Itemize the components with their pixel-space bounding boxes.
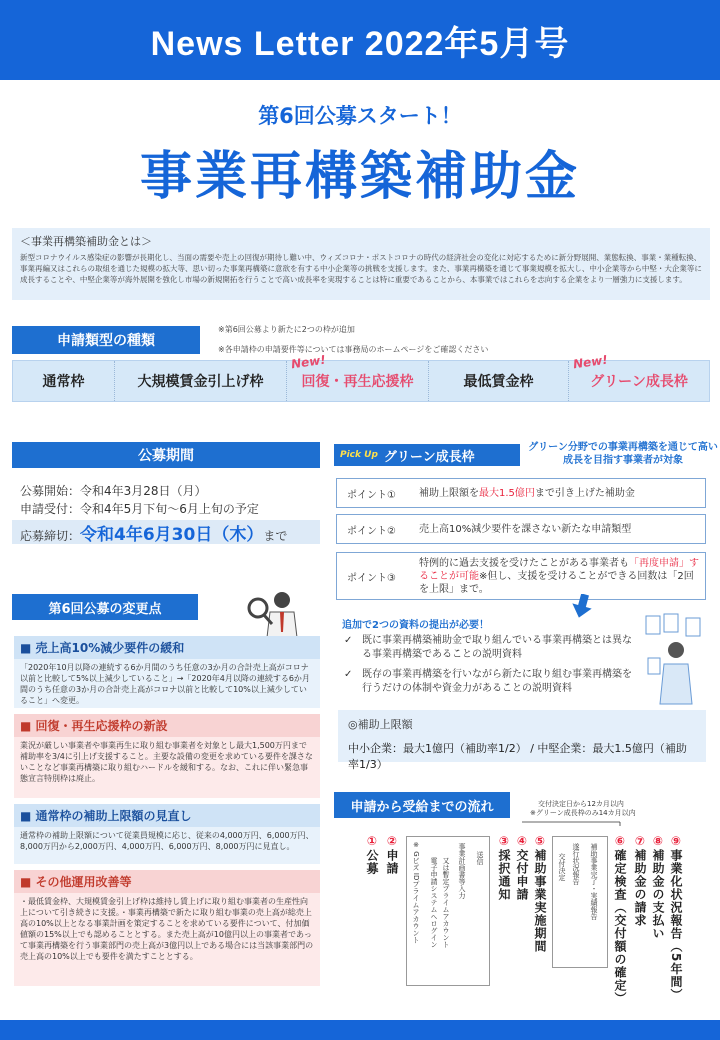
footer-bar — [0, 1020, 720, 1040]
flow-step-1: ①公募 — [365, 834, 379, 875]
change-section-1: ■ 売上高10%減少要件の緩和 「2020年10月以降の連続する6か月間のうち任意の3か月の合計売上高がコロナ以前と比較して5%以上減少していること」→「2020年4月以降の連続する6か月間のうち任意の3か月の合計売上高がコロナ以前と比較して10%以上減少していること」へ変更。 — [14, 636, 320, 708]
deadline-date: 令和4年6月30日（木） — [80, 525, 264, 545]
additional-docs-heading: 追加で2つの資料の提出が必要！ — [342, 620, 489, 631]
type-recovery: New! 回復・再生応援枠 — [287, 361, 429, 401]
intro-body: 新型コロナウイルス感染症の影響が長期化し、当面の需要や売上の回復が期待し難い中、ウィズコロナ・ポストコロナの時代の経済社会の変化に対応するために新分野展開、業態転換、事業・業種転換、事業再編又はこれらの取組を通じた規模の拡大等、思い切った事業再構築に意欲を有する中小企業等の挑戦を支援します。また、事業再構築を通じて事業規模を拡大し、中小企業等から中堅・大企業等に成長することや、中堅企業等が海外展開を強化し市場の新規開拓を行うことで高い成長率を実現することは特に重要であることから、本事業ではこれらを志向する企業をより一層強力に支援します。 — [20, 253, 702, 284]
pickup-label: Pick Up — [340, 450, 378, 460]
period-start: 公募開始：令和4年3月28日（月） — [20, 484, 207, 498]
flow-sub-box-1: ※ Gビズ IDプライムアカウント 電子申請システムへログイン 又は暫定プライムアカウント 事業計画書等入力 送信 — [406, 836, 490, 986]
limit-body: 中小企業：最大1億円（補助率1/2） / 中堅企業：最大1.5億円（補助率1/3） — [348, 742, 687, 771]
types-tag: 申請類型の種類 — [12, 326, 200, 354]
type-green: New! グリーン成長枠 — [572, 352, 688, 390]
types-note-1: ※第6回公募より新たに2つの枠が追加 — [218, 325, 355, 334]
intro-box — [12, 228, 710, 300]
change-section-3: ■ 通常枠の補助上限額の見直し 通常枠の補助上限額について従業員規模に応じ、従来の4,000万円、6,000万円、8,000万円から2,000万円、4,000万円、6,000万円、8,000万円に見直し。 — [14, 804, 320, 864]
green-point-3: ポイント③ 特例的に過去支援を受けたことがある事業者も「再度申請」することが可能※但し、支援を受けることができる回数は「2回を上限」まで。 — [336, 552, 706, 600]
changes-tag: 第6回公募の変更点 — [12, 594, 198, 620]
flow-step-8: ⑧補助金の支払い — [651, 834, 665, 940]
period-tag: 公募期間 — [12, 442, 320, 468]
flow-step-4: ④交付申請 — [515, 834, 529, 901]
period-deadline: 応募締切： 令和4年6月30日（木） まで — [12, 520, 320, 544]
type-min-wage: 最低賃金枠 — [429, 361, 569, 401]
flow-step-6: ⑥確定検査（交付額の確定） — [613, 834, 627, 1005]
flow-step-5: ⑤補助事業実施期間 — [533, 834, 547, 953]
green-point-1: ポイント① 補助上限額を最大1.5億円まで引き上げた補助金 — [336, 478, 706, 508]
intro-heading: ＜事業再構築補助金とは＞ — [20, 235, 152, 248]
header-title: News Letter 2022年5月号 — [150, 24, 570, 63]
flow-step-9: ⑨事業化状況報告（5年間） — [669, 834, 683, 1002]
flow-step-7: ⑦補助金の請求 — [633, 834, 647, 927]
new-badge: New! — [290, 352, 327, 372]
green-point-2: ポイント② 売上高10%減少要件を課さない新たな申請類型 — [336, 514, 706, 544]
green-tag: Pick Up グリーン成長枠 — [334, 444, 520, 466]
period-apply: 申請受付：令和4年5月下旬～6月上旬の予定 — [20, 502, 259, 516]
green-desc: グリーン分野での事業再構築を通じて高い成長を目指す事業者が対象 — [528, 442, 718, 466]
flow-note: 交付決定日から12カ月以内 ※グリーン成長枠のみ14カ月以内 — [530, 800, 636, 817]
check-item-2: ✓ 既存の事業再構築を行いながら新たに取り組む事業再構築を行うだけの体制や資金力があることの説明資料 — [344, 669, 632, 694]
change-section-2: ■ 回復・再生応援枠の新設 業況が厳しい事業者や事業再生に取り組む事業者を対象とし最大1,500万円まで補助率を3/4に引上げ支援すること。主要な設備の変更を求めている要件を課さないことなど事業再構築に取り組むハードルを緩和する。なお、これに伴い緊急事態宣言特別枠は廃止。 — [14, 714, 320, 798]
down-arrow-icon — [570, 594, 594, 620]
limit-box — [338, 710, 706, 771]
flow-tag: 申請から受給までの流れ — [334, 792, 510, 818]
new-badge: New! — [572, 352, 609, 372]
flow-step-3: ③採択通知 — [497, 834, 511, 901]
flow-step-2: ②申請 — [385, 834, 399, 875]
types-note-2: ※各申請枠の申請要件等については事務局のホームページをご確認ください — [218, 345, 489, 354]
flow-sub-box-2: 交付決定 遂行状況報告 補助事業完了・実績報告 — [552, 836, 608, 968]
type-large-wage: 大規模賃金引上げ枠 — [115, 361, 287, 401]
hero-subtitle: 第6回公募スタート！ — [258, 104, 462, 128]
check-icon: ✓ — [344, 669, 353, 680]
types-row — [12, 352, 710, 402]
type-regular: 通常枠 — [13, 361, 115, 401]
change-section-4: ■ その他運用改善等 ・最低賃金枠、大規模賃金引上げ枠は維持し賃上げに取り組む事業者の生産性向上について引き続きに支援。・事業再構築で新たに取り組む事業の売上高が総売上高の10%以上となる事業計画を策定することを求めている要件について、付加価値額の15%以上でも認めることとする。また売上高が10億円以上の事業者であって事業再構築を行う事業部門の売上高が3億円以上である場合には当該事業部門の売上高の10%以上でも要件を満たすこととする。 — [14, 870, 320, 986]
hero-title: 事業再構築補助金 — [139, 147, 580, 207]
newsletter-header — [0, 0, 720, 80]
check-icon: ✓ — [344, 635, 353, 646]
woman-documents-icon — [640, 612, 716, 708]
limit-title: ◎補助上限額 — [348, 718, 413, 731]
check-item-1: ✓ 既に事業再構築補助金で取り組んでいる事業再構築とは異なる事業再構築であることの説明資料 — [344, 635, 632, 660]
